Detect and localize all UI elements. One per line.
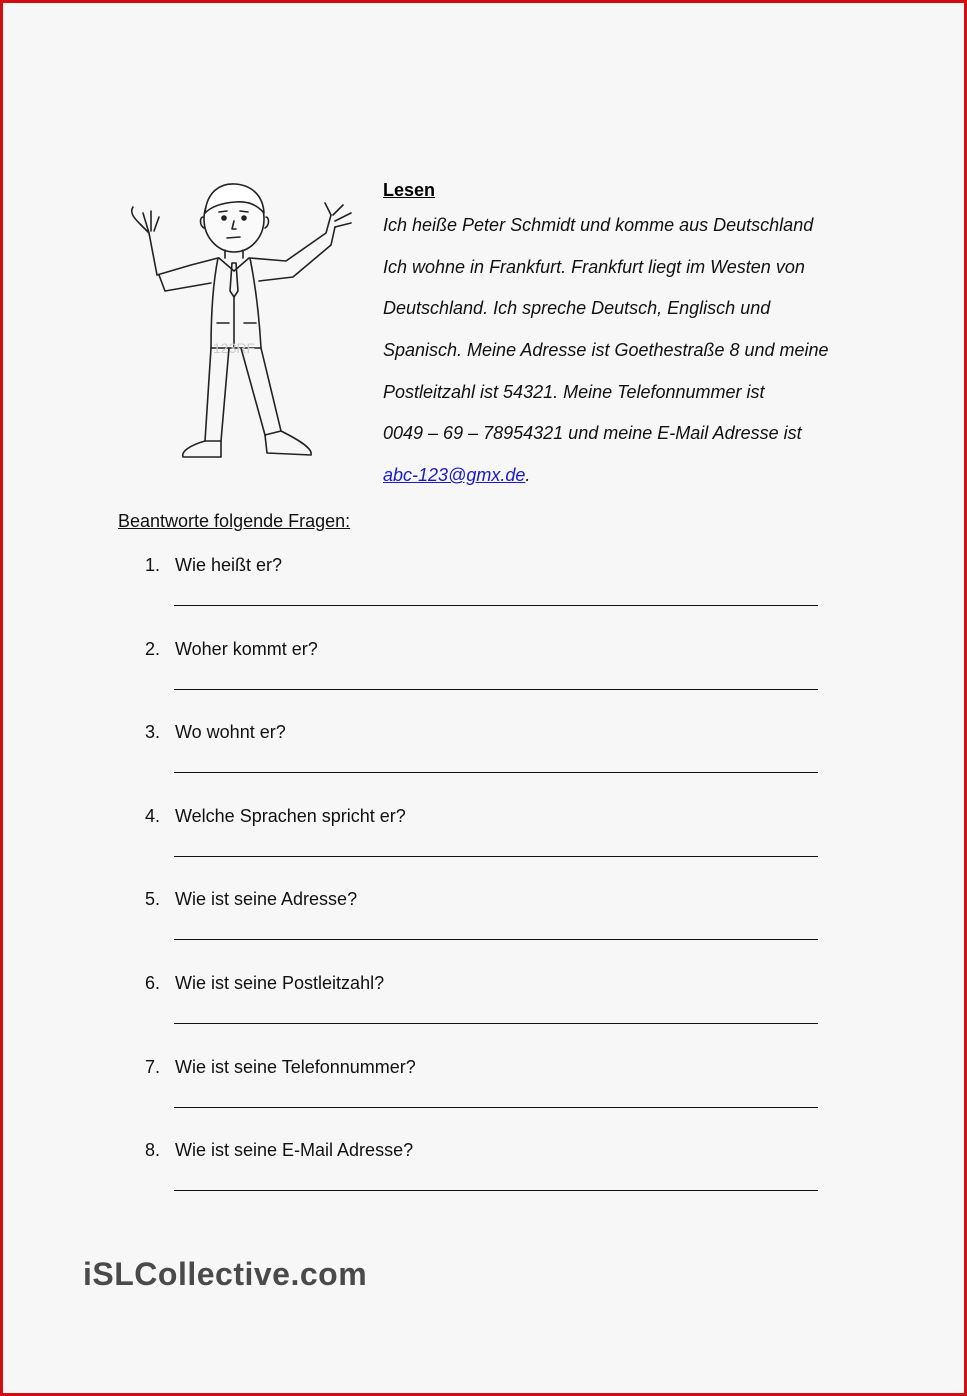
question-number: 6. — [145, 973, 161, 993]
reading-line: Postleitzahl ist 54321. Meine Telefonnummer ist — [383, 381, 765, 402]
question-text: Wie ist seine Postleitzahl? — [175, 973, 385, 993]
question-text: Wie ist seine Telefonnummer? — [175, 1056, 416, 1077]
question-item — [3, 555, 967, 615]
reading-line: Ich heiße Peter Schmidt und komme aus Deutschland — [383, 215, 814, 235]
question-item — [3, 722, 967, 782]
reading-line: 0049 – 69 – 78954321 und meine E-Mail Adresse ist — [383, 423, 802, 444]
question-number: 1. — [145, 555, 161, 575]
question-text: Welche Sprachen spricht er? — [175, 805, 406, 826]
questions-prompt: Beantworte folgende Fragen: — [118, 511, 351, 531]
question-text: Woher kommt er? — [175, 638, 318, 659]
reading-email-line — [383, 455, 903, 497]
footer-smudge — [702, 1377, 952, 1387]
answer-line[interactable] — [174, 1107, 818, 1108]
reading-section — [383, 175, 903, 497]
site-watermark: iSLCollective.com — [83, 1256, 368, 1292]
reading-line: Deutschland. Ich spreche Deutsch, Englisch und — [383, 298, 771, 319]
question-text: Wo wohnt er? — [175, 722, 286, 743]
question-number: 5. — [145, 889, 161, 910]
question-item — [3, 1140, 967, 1200]
answer-line[interactable] — [174, 689, 818, 690]
answer-line[interactable] — [174, 1190, 818, 1191]
question-item — [3, 1057, 967, 1117]
answer-line[interactable] — [174, 1023, 818, 1024]
reading-heading: Lesen — [383, 180, 436, 200]
question-item — [3, 889, 967, 949]
shrugging-man-illustration — [121, 173, 371, 473]
question-item — [3, 806, 967, 866]
question-number: 8. — [145, 1140, 161, 1161]
question-item — [3, 973, 967, 1033]
answer-line[interactable] — [174, 856, 818, 857]
question-text: Wie ist seine E-Mail Adresse? — [175, 1140, 414, 1161]
svg-text:123RF: 123RF — [213, 340, 256, 356]
question-text: Wie heißt er? — [175, 555, 283, 575]
question-text: Wie ist seine Adresse? — [175, 889, 358, 910]
question-number: 3. — [145, 722, 161, 743]
answer-line[interactable] — [174, 772, 818, 773]
question-number: 7. — [145, 1056, 161, 1077]
question-number: 4. — [145, 805, 161, 826]
email-suffix: . — [525, 465, 531, 486]
question-number: 2. — [145, 638, 161, 659]
email-link[interactable]: abc-123@gmx.de — [383, 465, 526, 486]
answer-line[interactable] — [174, 605, 818, 606]
answer-line[interactable] — [174, 939, 818, 940]
question-item — [3, 639, 967, 699]
reading-line: Ich wohne in Frankfurt. Frankfurt liegt im Westen von — [383, 256, 805, 277]
reading-line: Spanisch. Meine Adresse ist Goethestraße 8 und meine — [383, 340, 829, 361]
